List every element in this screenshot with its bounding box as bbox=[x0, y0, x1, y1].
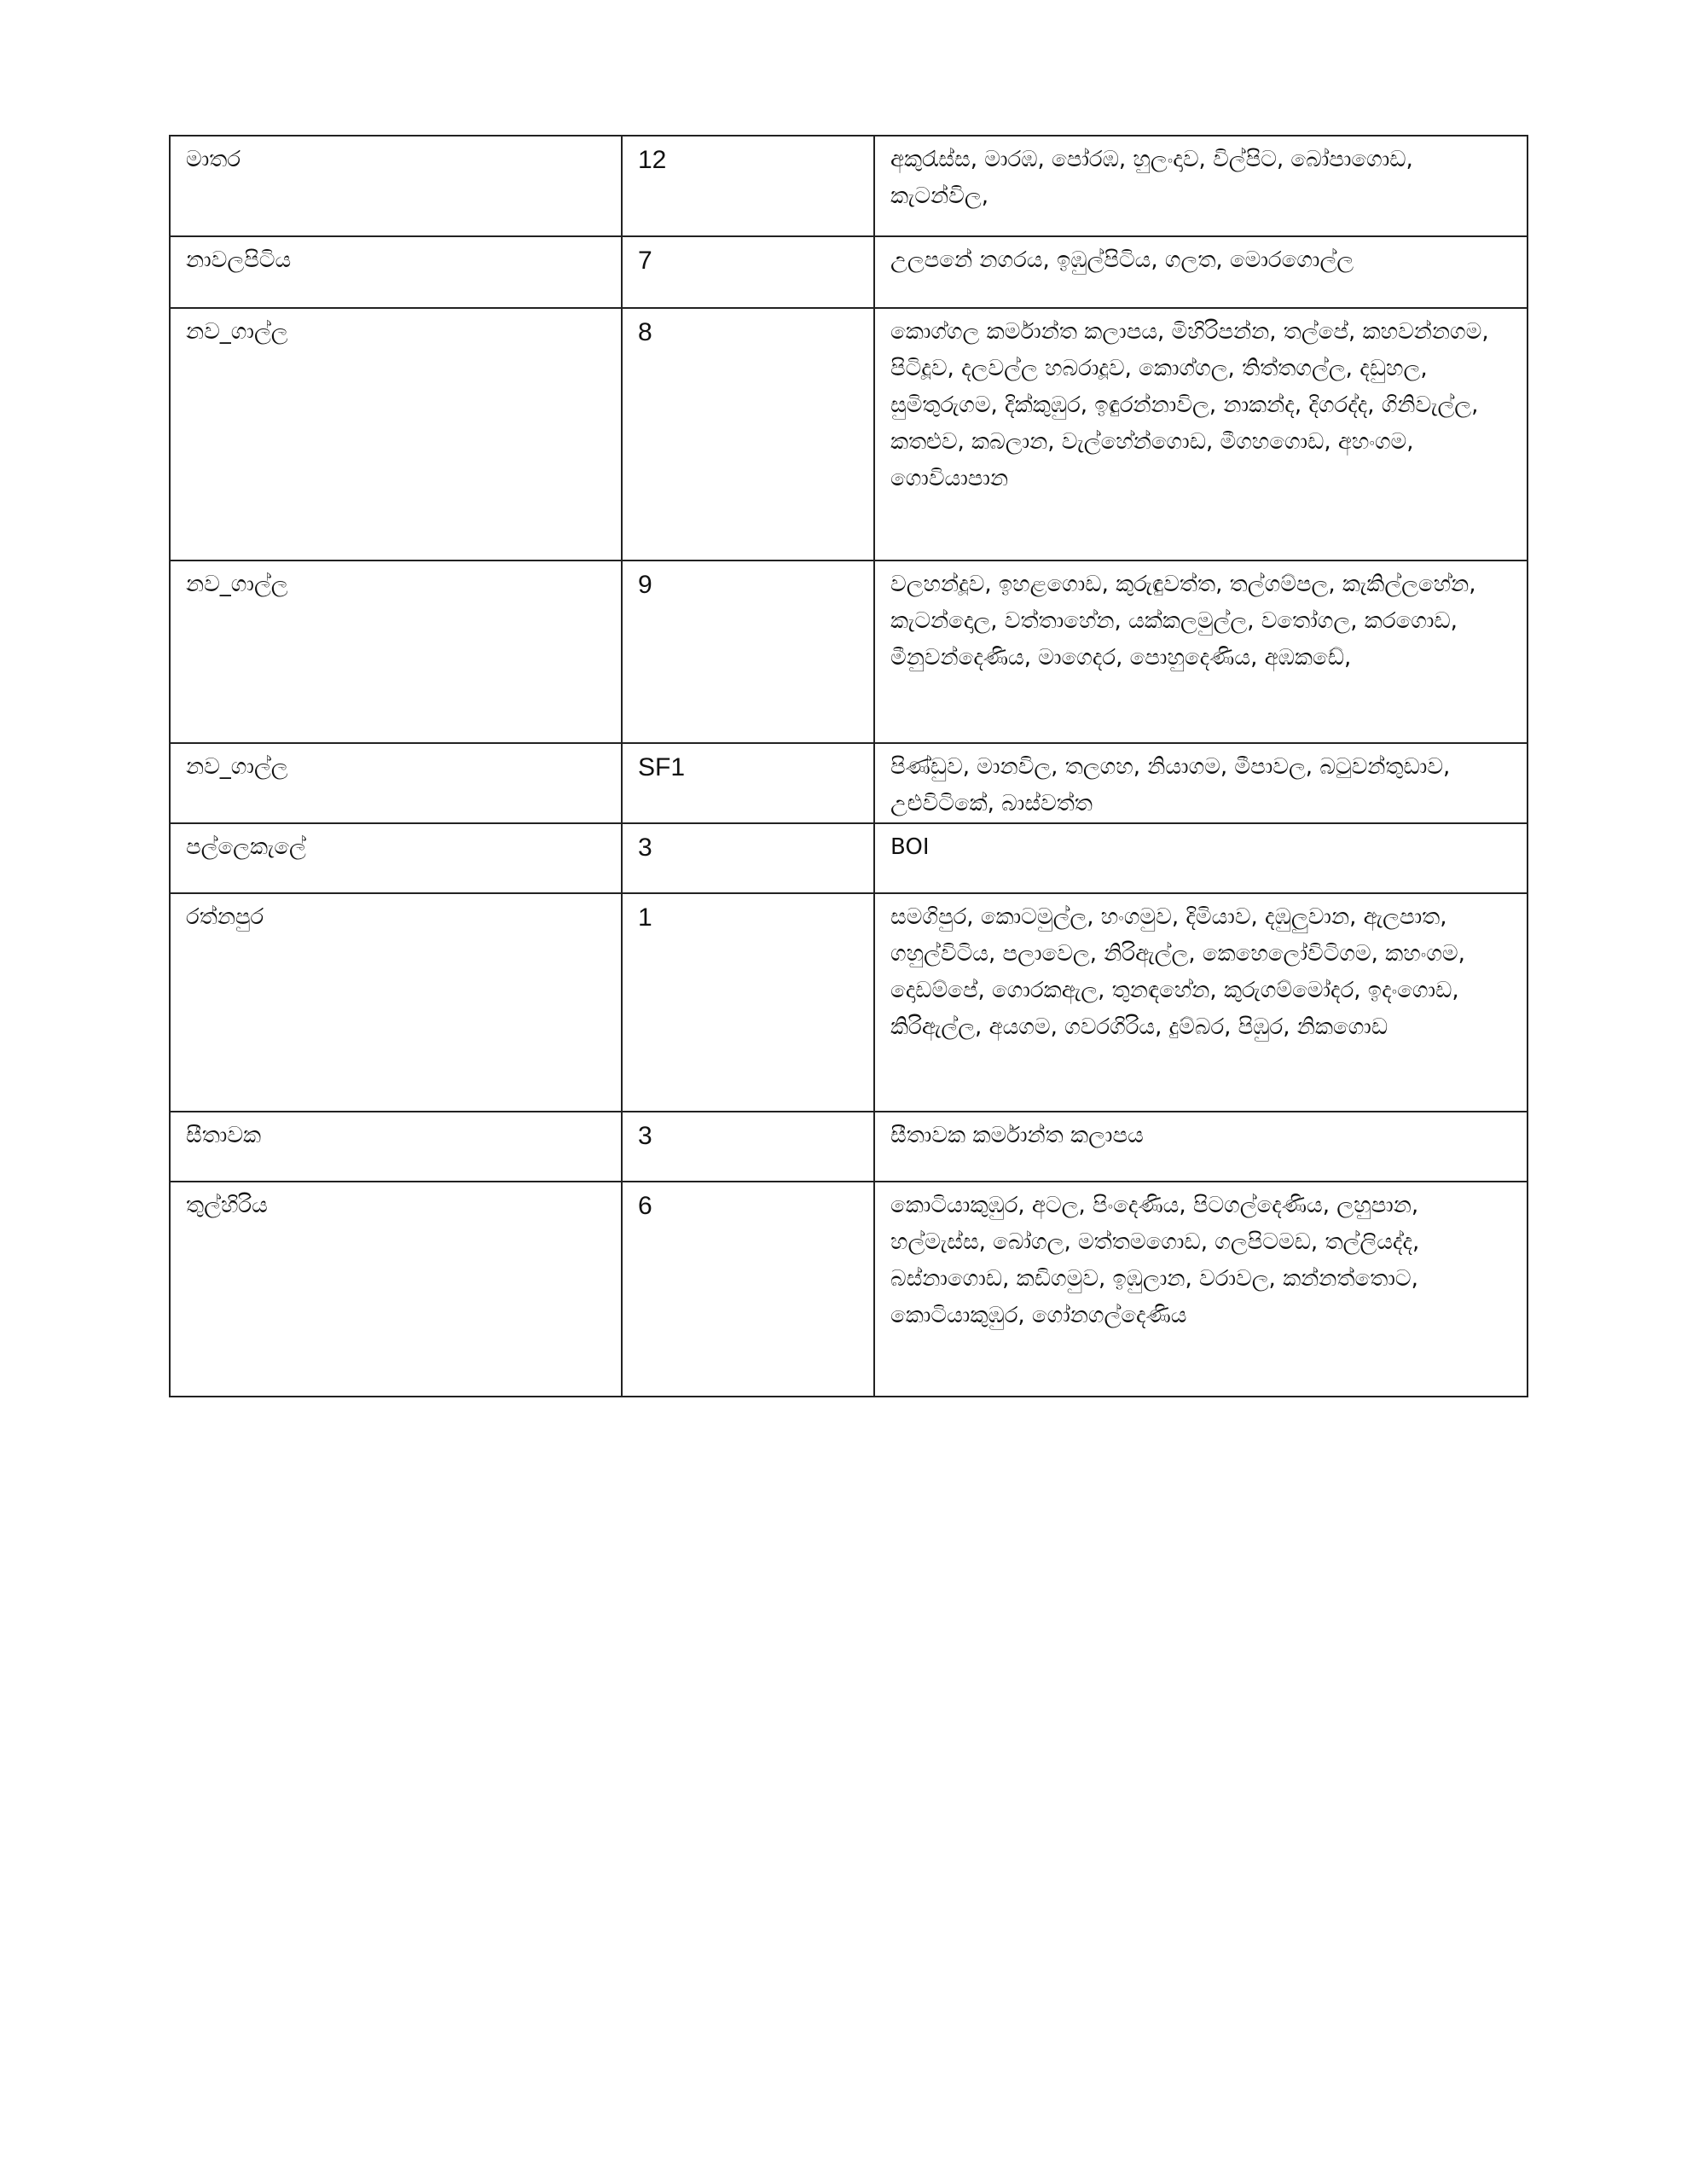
areas-cell: සීතාවක කර්මාන්ත කලාපය bbox=[874, 1112, 1528, 1182]
areas-cell: කොග්ගල කර්මාන්ත කලාපය, මිහිරිපන්න, තල්පේ, කහවන්නගම, පිටිදූව, දලවල්ල හබරාදූව, කොග්ගල, තිත්තගල්ල, දඩුහල, සුමිතුරුගම, දික්කුඹුර, ඉඳුරන්නාවිල, නාකන්ද, දිගරද්ද, ගිනිවැල්ල, කතළුව, කබලාන, වැල්හේන්ගොඩ, මීගහගොඩ, අහංගම, ගොවියාපාන bbox=[874, 308, 1528, 561]
zone-cell: තුල්හිරිය bbox=[170, 1182, 622, 1397]
areas-cell: කොටියාකුඹුර, අටල, පිංදෙණිය, පිටගල්දෙණිය, ලහුපාන, හල්මැස්ස, බෝගල, මත්තමගොඩ, ගලපිටමඩ, තල්ලියද්ද, බස්නාගොඩ, කඩිගමුව, ඉඹුලාන, වරාවල, කන්නත්තොට, කොටියාකුඹුර, ගෝනගල්දෙණිය bbox=[874, 1182, 1528, 1397]
zone-cell: නව_ගාල්ල bbox=[170, 308, 622, 561]
areas-cell: පිණ්ඩුව, මානවිල, තලගහ, නියාගම, මීපාවල, බටුවන්තුඩාව, උළුවිටිකේ, බාස්වත්ත bbox=[874, 743, 1528, 823]
zone-cell: නව_ගාල්ල bbox=[170, 561, 622, 743]
zone-cell: මාතර bbox=[170, 136, 622, 236]
number-cell: 12 bbox=[622, 136, 874, 236]
areas-cell: අකුරැස්ස, මාරඹ, පෝරඹ, හුලංදාව, විල්පිට, බෝපාගොඩ, කැටන්විල, bbox=[874, 136, 1528, 236]
table-row bbox=[170, 743, 1528, 823]
number-cell: SF1 bbox=[622, 743, 874, 823]
areas-cell: උලපනේ නගරය, ඉඹුල්පිටිය, ගලත, මොරගොල්ල bbox=[874, 236, 1528, 308]
number-cell: 1 bbox=[622, 893, 874, 1112]
number-cell: 6 bbox=[622, 1182, 874, 1397]
number-cell: 3 bbox=[622, 823, 874, 893]
zone-cell: නාවලපිටිය bbox=[170, 236, 622, 308]
table-row bbox=[170, 893, 1528, 1112]
areas-cell: සමගිපුර, කොටමුල්ල, හංගමුව, දිමියාව, දඹුලුවාන, ඇලපාත, ගහුල්විටිය, පලාවෙල, නිරිඇල්ල, කෙහෙලෝවිටිගම, කහංගම, දොඩම්පේ, ගොරකඇල, තුනඳහේන, කුරුගම්මෝදර, ඉදංගොඩ, කිරිඇල්ල, අයගම, ගවරගිරිය, දුම්බර, පිඹුර, නිකගොඩ bbox=[874, 893, 1528, 1112]
table-row bbox=[170, 1112, 1528, 1182]
zone-area-table bbox=[169, 135, 1528, 1397]
number-cell: 3 bbox=[622, 1112, 874, 1182]
table-row bbox=[170, 1182, 1528, 1397]
table-row bbox=[170, 823, 1528, 893]
number-cell: 7 bbox=[622, 236, 874, 308]
table-row bbox=[170, 236, 1528, 308]
zone-cell: පල්ලෙකැලේ bbox=[170, 823, 622, 893]
areas-cell: BOI bbox=[874, 823, 1528, 893]
zone-cell: රත්නපුර bbox=[170, 893, 622, 1112]
table-row bbox=[170, 308, 1528, 561]
table-row bbox=[170, 561, 1528, 743]
number-cell: 8 bbox=[622, 308, 874, 561]
number-cell: 9 bbox=[622, 561, 874, 743]
zone-cell: සීතාවක bbox=[170, 1112, 622, 1182]
table-row bbox=[170, 136, 1528, 236]
zone-cell: නව_ගාල්ල bbox=[170, 743, 622, 823]
areas-cell: වලහන්දූව, ඉහළගොඩ, කුරුඳුවත්ත, තල්ගම්පල, කැකිල්ලහේන, කැටන්දොල, වත්තාහේන, යක්කලමුල්ල, වතෝගල, කරගොඩ, මීනුවන්දෙණිය, මාගෙදර, පොහුදෙණිය, අඹකඩේ, bbox=[874, 561, 1528, 743]
